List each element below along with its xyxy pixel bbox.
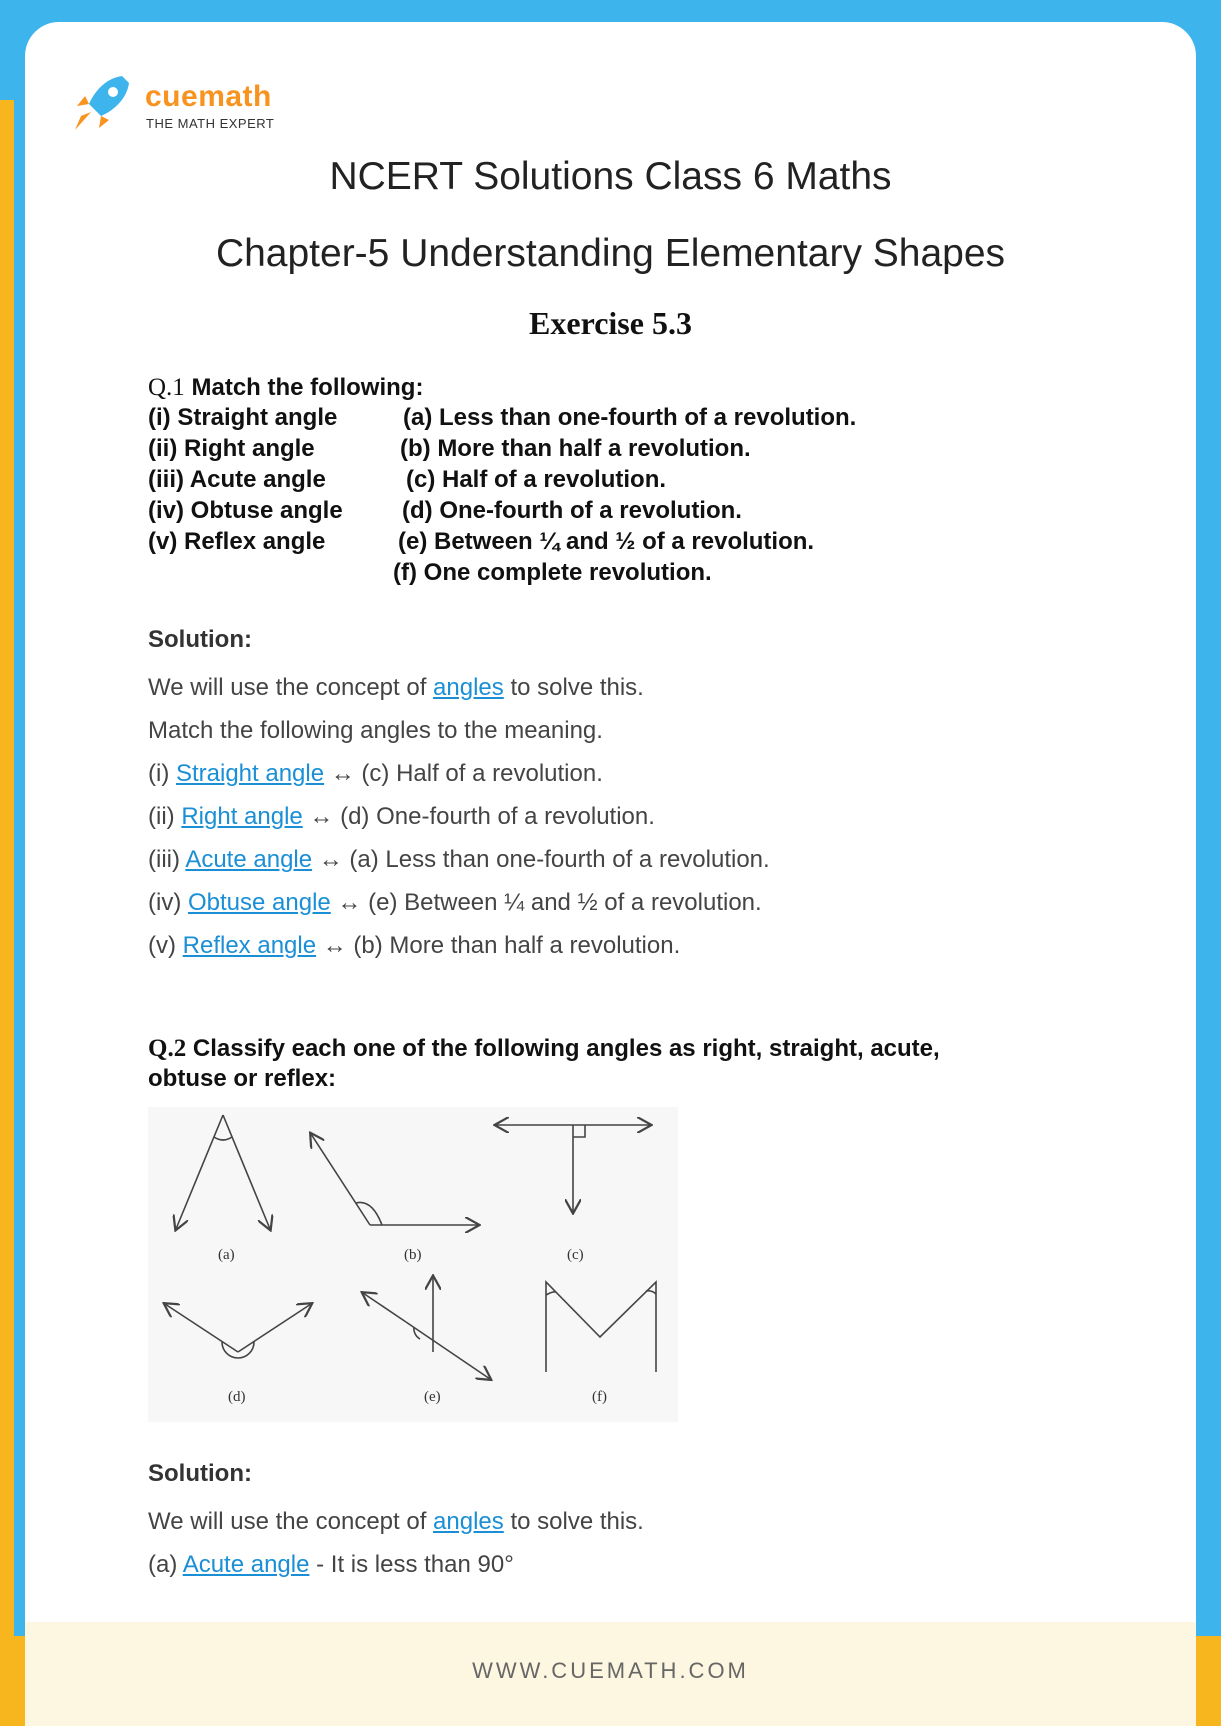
text: (iii) bbox=[148, 846, 186, 873]
text: (i) bbox=[148, 760, 176, 787]
right-angle-link[interactable]: Right angle bbox=[181, 803, 303, 830]
match-line bbox=[148, 760, 603, 788]
text: ↔ (d) One-fourth of a revolution. bbox=[302, 803, 655, 830]
angles-diagram bbox=[148, 1107, 678, 1422]
page-card bbox=[25, 22, 1196, 1726]
caption-d: (d) bbox=[228, 1389, 246, 1405]
text: ↔ (b) More than half a revolution. bbox=[316, 932, 681, 959]
solution-1-line: Match the following angles to the meaning. bbox=[148, 717, 603, 744]
q2-prompt: Classify each one of the following angles as right, straight, acute, bbox=[192, 1035, 940, 1062]
q1-left-item: (v) Reflex angle bbox=[148, 528, 326, 555]
rocket-icon bbox=[67, 68, 139, 140]
caption-c: (c) bbox=[567, 1247, 584, 1263]
brand-name: cuemath bbox=[145, 80, 272, 113]
match-line bbox=[148, 932, 680, 960]
solution-1-intro bbox=[148, 674, 644, 702]
solution-2-intro bbox=[148, 1508, 644, 1536]
angle-d-shape bbox=[165, 1304, 311, 1358]
q1-left-item: (ii) Right angle bbox=[148, 435, 315, 462]
footer-url[interactable]: WWW.CUEMATH.COM bbox=[472, 1658, 749, 1683]
angles-link[interactable]: angles bbox=[433, 1508, 504, 1535]
q1-left-item: (iv) Obtuse angle bbox=[148, 497, 343, 524]
solution-1-heading: Solution: bbox=[148, 626, 252, 653]
q2-prompt-cont: obtuse or reflex: bbox=[148, 1065, 337, 1092]
q1-right-item: (c) Half of a revolution. bbox=[406, 466, 667, 493]
q1-heading bbox=[148, 373, 423, 403]
q2-number: Q.2 bbox=[148, 1035, 187, 1062]
text: to solve this. bbox=[503, 674, 644, 701]
solution-2-answer-a bbox=[148, 1551, 514, 1579]
q1-number: Q.1 bbox=[148, 374, 185, 401]
caption-f: (f) bbox=[592, 1389, 607, 1405]
acute-angle-link[interactable]: Acute angle bbox=[185, 846, 313, 873]
angles-link[interactable]: angles bbox=[433, 674, 504, 701]
text: ↔ (e) Between ¼ and ½ of a revolution. bbox=[330, 889, 762, 916]
caption-a: (a) bbox=[218, 1247, 235, 1263]
straight-angle-link[interactable]: Straight angle bbox=[175, 760, 325, 787]
q1-right-item: (a) Less than one-fourth of a revolution. bbox=[403, 404, 857, 431]
angle-b-shape bbox=[311, 1134, 478, 1225]
reflex-angle-link[interactable]: Reflex angle bbox=[182, 932, 317, 959]
angles-figure bbox=[148, 1107, 678, 1422]
text: (v) bbox=[148, 932, 183, 959]
text: We will use the concept of bbox=[148, 674, 434, 701]
text: We will use the concept of bbox=[148, 1508, 434, 1535]
text: (ii) bbox=[148, 803, 182, 830]
q1-right-item: (d) One-fourth of a revolution. bbox=[402, 497, 742, 524]
match-line bbox=[148, 889, 762, 917]
text: ↔ (a) Less than one-fourth of a revolution. bbox=[312, 846, 770, 873]
q1-right-item: (f) One complete revolution. bbox=[393, 559, 712, 586]
page-title: NCERT Solutions Class 6 Maths bbox=[329, 155, 892, 198]
caption-e: (e) bbox=[424, 1389, 441, 1405]
angle-a-shape bbox=[176, 1115, 270, 1229]
angle-c-shape bbox=[496, 1125, 650, 1212]
obtuse-angle-link[interactable]: Obtuse angle bbox=[187, 889, 331, 916]
chapter-title: Chapter-5 Understanding Elementary Shapes bbox=[215, 232, 1006, 275]
text: (a) bbox=[148, 1551, 183, 1578]
q1-right-item: (e) Between ¼ and ½ of a revolution. bbox=[398, 528, 815, 555]
q2-heading bbox=[148, 1034, 940, 1094]
text: (iv) bbox=[148, 889, 188, 916]
brand-logo bbox=[67, 60, 327, 140]
acute-angle-link[interactable]: Acute angle bbox=[182, 1551, 310, 1578]
q1-left-item: (i) Straight angle bbox=[148, 404, 338, 431]
exercise-title: Exercise 5.3 bbox=[529, 305, 692, 341]
match-line bbox=[148, 846, 770, 874]
side-accent-band bbox=[0, 100, 14, 1726]
text: ↔ (c) Half of a revolution. bbox=[324, 760, 603, 787]
solution-2-heading: Solution: bbox=[148, 1460, 252, 1487]
angle-e-shape bbox=[363, 1277, 490, 1379]
text: to solve this. bbox=[503, 1508, 644, 1535]
q1-left-item: (iii) Acute angle bbox=[148, 466, 326, 493]
match-line bbox=[148, 803, 655, 831]
q1-prompt: Match the following: bbox=[191, 374, 424, 401]
brand-tagline: THE MATH EXPERT bbox=[146, 116, 275, 131]
text: - It is less than 90° bbox=[309, 1551, 514, 1578]
q1-right-item: (b) More than half a revolution. bbox=[400, 435, 751, 462]
angle-f-shape bbox=[546, 1282, 656, 1372]
caption-b: (b) bbox=[404, 1247, 422, 1263]
page-footer bbox=[25, 1622, 1196, 1726]
